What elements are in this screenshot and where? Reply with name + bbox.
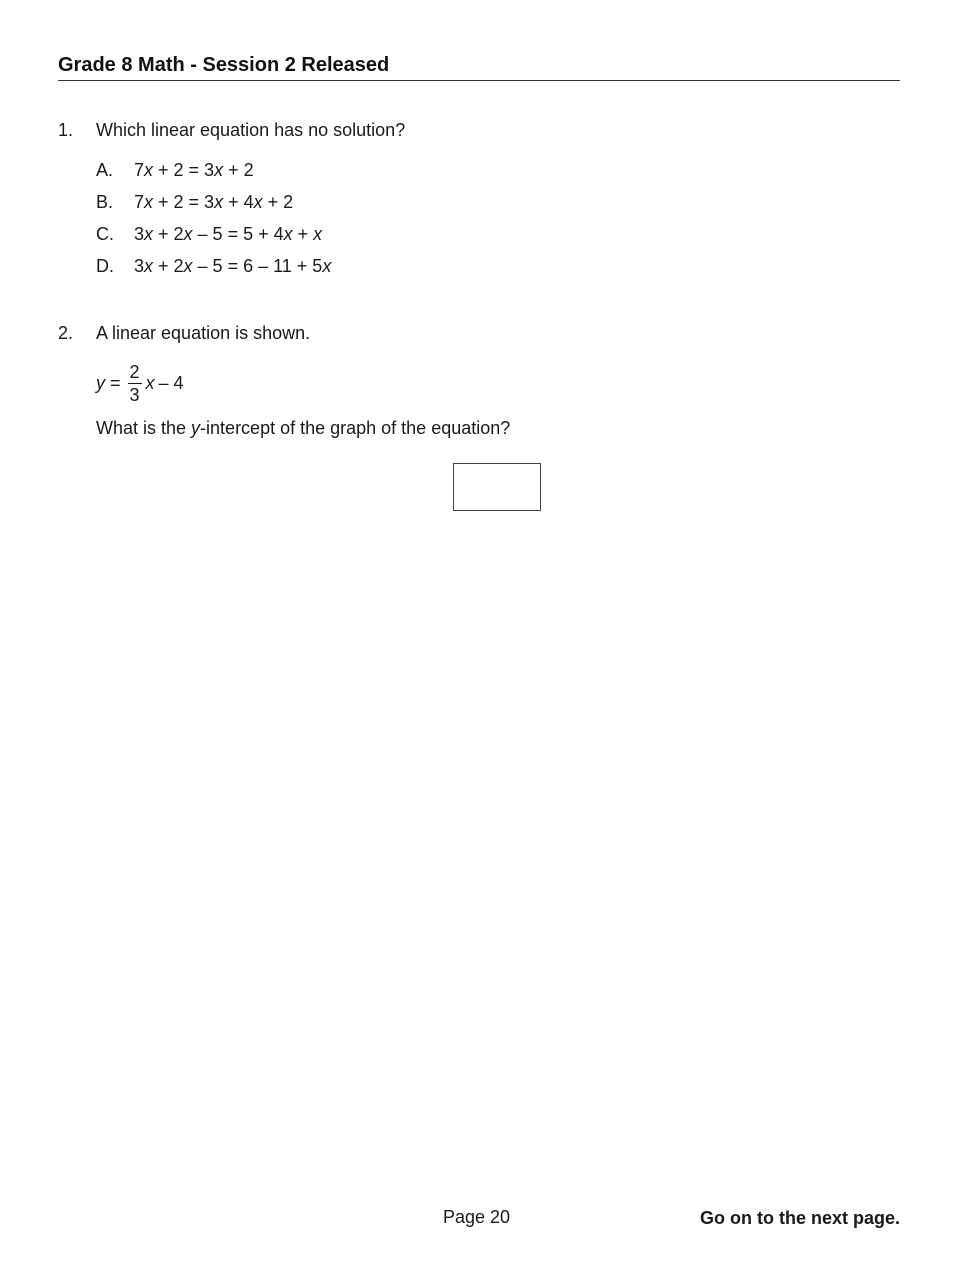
linear-equation bbox=[96, 360, 184, 406]
page-header-title: Grade 8 Math - Session 2 Released bbox=[58, 54, 390, 76]
answer-input-box[interactable] bbox=[453, 463, 541, 511]
equation-equals: = bbox=[110, 372, 121, 393]
choice-b[interactable] bbox=[96, 192, 293, 214]
choice-c-letter: C. bbox=[96, 224, 114, 244]
question-1-prompt: Which linear equation has no solution? bbox=[96, 120, 406, 140]
header-divider bbox=[58, 80, 900, 81]
choice-a[interactable] bbox=[96, 160, 254, 182]
fraction bbox=[128, 363, 142, 404]
choice-d-expression: 3x + 2x – 5 = 6 – 11 + 5x bbox=[134, 256, 332, 276]
choice-b-letter: B. bbox=[96, 192, 114, 212]
question-2-number: 2. bbox=[58, 323, 74, 343]
choice-d[interactable] bbox=[96, 256, 331, 278]
question-2-prompt: A linear equation is shown. bbox=[96, 323, 311, 343]
choice-c-expression: 3x + 2x – 5 = 5 + 4x + x bbox=[134, 224, 323, 244]
fraction-denominator: 3 bbox=[129, 384, 140, 405]
question-2-followup: What is the y-intercept of the graph of the equation? bbox=[96, 418, 511, 438]
choice-c[interactable] bbox=[96, 224, 322, 246]
choice-b-expression: 7x + 2 = 3x + 4x + 2 bbox=[134, 192, 294, 212]
choice-d-letter: D. bbox=[96, 256, 114, 276]
equation-constant: – 4 bbox=[158, 372, 184, 393]
equation-variable: x bbox=[145, 372, 155, 393]
question-1-number: 1. bbox=[58, 120, 74, 140]
choice-a-expression: 7x + 2 = 3x + 2 bbox=[134, 160, 254, 180]
choice-a-letter: A. bbox=[96, 160, 114, 180]
equation-lhs: y bbox=[96, 372, 105, 393]
page-number: Page 20 bbox=[443, 1207, 511, 1227]
fraction-numerator: 2 bbox=[129, 361, 140, 382]
next-page-notice: Go on to the next page. bbox=[699, 1208, 900, 1228]
